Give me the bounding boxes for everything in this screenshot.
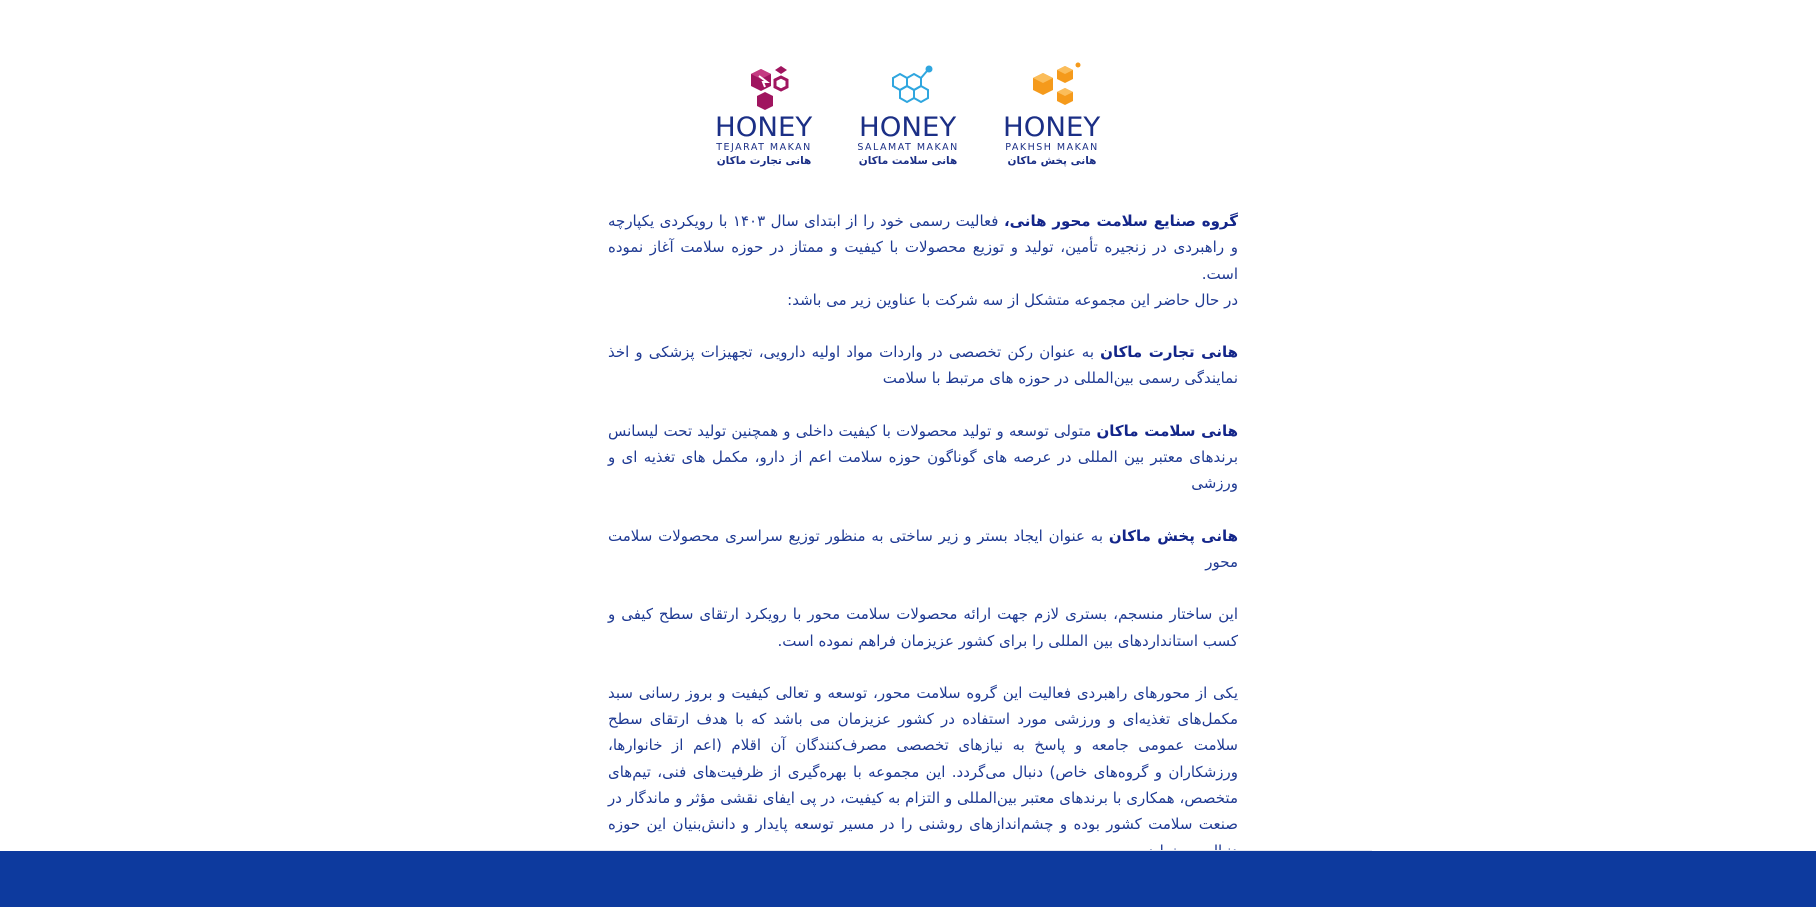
- company-salamat: [608, 418, 1238, 497]
- company-tejarat: [608, 339, 1238, 392]
- company-description: به عنوان رکن تخصصی در واردات مواد اولیه دارویی، تجهیزات پزشکی و اخذ نمایندگی رسمی بین‌المللی در حوزه های مرتبط با سلامت: [608, 343, 1238, 388]
- company-description: به عنوان ایجاد بستر و زیر ساختی به منظور توزیع سراسری محصولات سلامت محور: [608, 526, 1238, 571]
- logo-persian-name: هانی پخش ماکان: [1007, 155, 1097, 167]
- logo-tejarat-makan[interactable]: [716, 60, 812, 168]
- logo-persian-name: هانی تجارت ماکان: [716, 155, 812, 167]
- company-description: متولی توسعه و تولید محصولات با کیفیت داخلی و همچنین تولید تحت لیسانس برندهای معتبر بین المللی در عرصه های گوناگون حوزه سلامت اعم از دارو، مکمل های تغذیه ای و ورزشی: [608, 421, 1238, 493]
- tejarat-cubes-icon: [729, 60, 799, 114]
- logo-wordmark: HONEY: [715, 112, 813, 143]
- logo-persian-name: هانی سلامت ماکان: [858, 155, 958, 167]
- company-name: هانی سلامت ماکان: [1096, 421, 1239, 440]
- intro-list-lead: در حال حاضر این مجموعه متشکل از سه شرکت با عناوین زیر می باشد:: [787, 290, 1238, 309]
- logo-salamat-makan[interactable]: [857, 60, 959, 168]
- logo-pakhsh-makan[interactable]: [1004, 60, 1100, 168]
- strategy-paragraph: یکی از محورهای راهبردی فعالیت این گروه سلامت محور، توسعه و تعالی کیفیت و بروز رسانی سبد مکمل‌های تغذیه‌ای و ورزشی مورد استفاده در کشور عزیزمان می باشد که با هدف ارتقای سطح سلامت عمومی جامعه و پاسخ به نیازهای تخصصی مصرف‌کنندگان آن اقلام (اعم از خانوارها، ورزشکاران و گروه‌های خاص) دنبال می‌گردد. این مجموعه با بهره‌گیری از ظرفیت‌های فنی، تیم‌های متخصص، همکاری با برندهای معتبر بین‌المللی و التزام به کیفیت، در پی ایفای نقشی مؤثر و ماندگار در صنعت سلامت کشور بوده و چشم‌اندازهای روشنی را در مسیر توسعه پایدار و دانش‌بنیان این حوزه: [608, 683, 1238, 834]
- site-footer: [0, 851, 1816, 907]
- logo-wordmark: HONEY: [1003, 112, 1101, 143]
- brand-logos: [0, 60, 1816, 168]
- company-name: هانی تجارت ماکان: [1100, 343, 1238, 362]
- intro-text: فعالیت رسمی خود را از ابتدای سال ۱۴۰۳ با رویکردی یکپارچه و راهبردی در زنجیره تأمین، تولید و توزیع محصولات با کیفیت و ممتاز در حوزه سلامت آغاز نموده است.: [608, 212, 1238, 283]
- logo-latin-name: PAKHSH MAKAN: [1005, 142, 1099, 153]
- company-pakhsh: [608, 523, 1238, 576]
- logo-latin-name: TEJARAT MAKAN: [716, 142, 812, 153]
- salamat-molecule-icon: [873, 60, 943, 114]
- group-name: گروه صنایع سلامت محور هانی،: [1003, 212, 1238, 230]
- structure-paragraph: این ساختار منسجم، بستری لازم جهت ارائه محصولات سلامت محور با رویکرد ارتقای سطح کیفی و کسب استانداردهای بین المللی را برای کشور عزیزمان فراهم نموده است.: [608, 605, 1238, 650]
- about-content: [608, 208, 1238, 864]
- logo-wordmark: HONEY: [859, 112, 957, 143]
- pakhsh-boxes-icon: [1017, 60, 1087, 114]
- company-name: هانی پخش ماکان: [1108, 526, 1238, 545]
- intro-paragraph: [608, 208, 1238, 287]
- logo-latin-name: SALAMAT MAKAN: [857, 142, 959, 153]
